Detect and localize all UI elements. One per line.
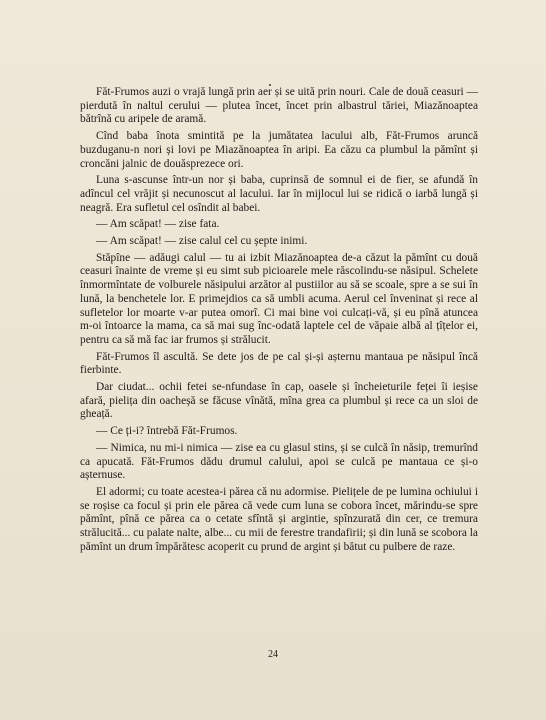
dialogue-line: — Ce ți-i? întrebă Făt-Frumos. — [96, 425, 238, 438]
page-number: 24 — [268, 649, 278, 660]
paragraph: Cînd baba înota smintită pe la jumătatea lacului alb, Făt-Frumos aruncă buzduganu-n nori și lovi pe Miazănoaptea în aripi. Ea căzu ca plumbul la pămînt și croncăni jalnic de douăsprezece ori. — [80, 130, 478, 170]
paragraph: Luna s-ascunse într-un nor și baba, cuprinsă de somnul ei de fier, se afundă în adîncul cel vrăjit și necunoscut al lacului. Iar în mijlocul lui se ridică o iarbă lungă și neagră. Era sufletul cel osîndit al babei. — [80, 174, 478, 214]
body-text — [80, 86, 478, 555]
paragraph: Făt-Frumos îl ascultă. Se dete jos de pe cal și-și așternu mantaua pe năsipul încă fierbinte. — [80, 350, 478, 377]
paragraph: El adormi; cu toate acestea-i părea că nu adormise. Pielițele de pe lumina ochiului i se roșise ca focul și prin ele părea că vede cum luna se cobora încet, mărindu-se spre pămînt, pînă ce părea ca o cetate sfîntă și argintie, spînzurată din cer, ce tremura strălucită... cu palate nalte, albe... cu mii de ferestre trandafirii; și din lună se scobora la pămînt un drum împărătesc acoperit cu prund de argint și bătut cu pulbere de raze. — [80, 485, 478, 553]
paragraph: Stăpîne — adăugi calul — tu ai izbit Miazănoaptea de-a căzut la pămînt cu două ceasuri înainte de vreme și eu simt sub picioarele mele răscolindu-se năsipul. Schelete înmormîntate de volburele năsipului arzător al pustiilor au să se scoale, spre a se sui în lună, la benchetele lor. E primejdios ca să umbli acuma. Aerul cel înveninat și rece al sufletelor lor moarte v-ar putea omorî. Ci mai bine voi culcați-vă, și eu pînă atuncea m-oi întoarce la mama, ca să mai sug înc-odată laptele cel de văpaie albă al țîțelor ei, pentru ca să mă fac iar frumos și strălucit. — [80, 251, 478, 346]
paragraph: — Nimica, nu mi-i nimica — zise ea cu glasul stins, și se culcă în năsip, tremurînd ca apucată. Făt-Frumos dădu drumul calului, apoi se culcă pe mantaua ce și-o așternuse. — [80, 441, 478, 482]
dialogue-line: — Am scăpat! — zise fata. — [96, 218, 220, 231]
dialogue-line: — Am scăpat! — zise calul cel cu șepte inimi. — [96, 235, 308, 248]
paragraph: Făt-Frumos auzi o vrajă lungă prin aer și se uită prin nouri. Cale de două ceasuri — pierdută în naltul cerului — plutea încet, încet prin albastrul tăriei, Miazănoaptea bătrînă cu aripele de aramă. — [80, 86, 478, 126]
paragraph: Dar ciudat... ochii fetei se-nfundase în cap, oasele și încheieturile feței îi ieșise afară, pielița din oacheșă se făcuse vînătă, mîna grea ca plumbul și rece ca un sloi de gheață. — [80, 381, 478, 421]
